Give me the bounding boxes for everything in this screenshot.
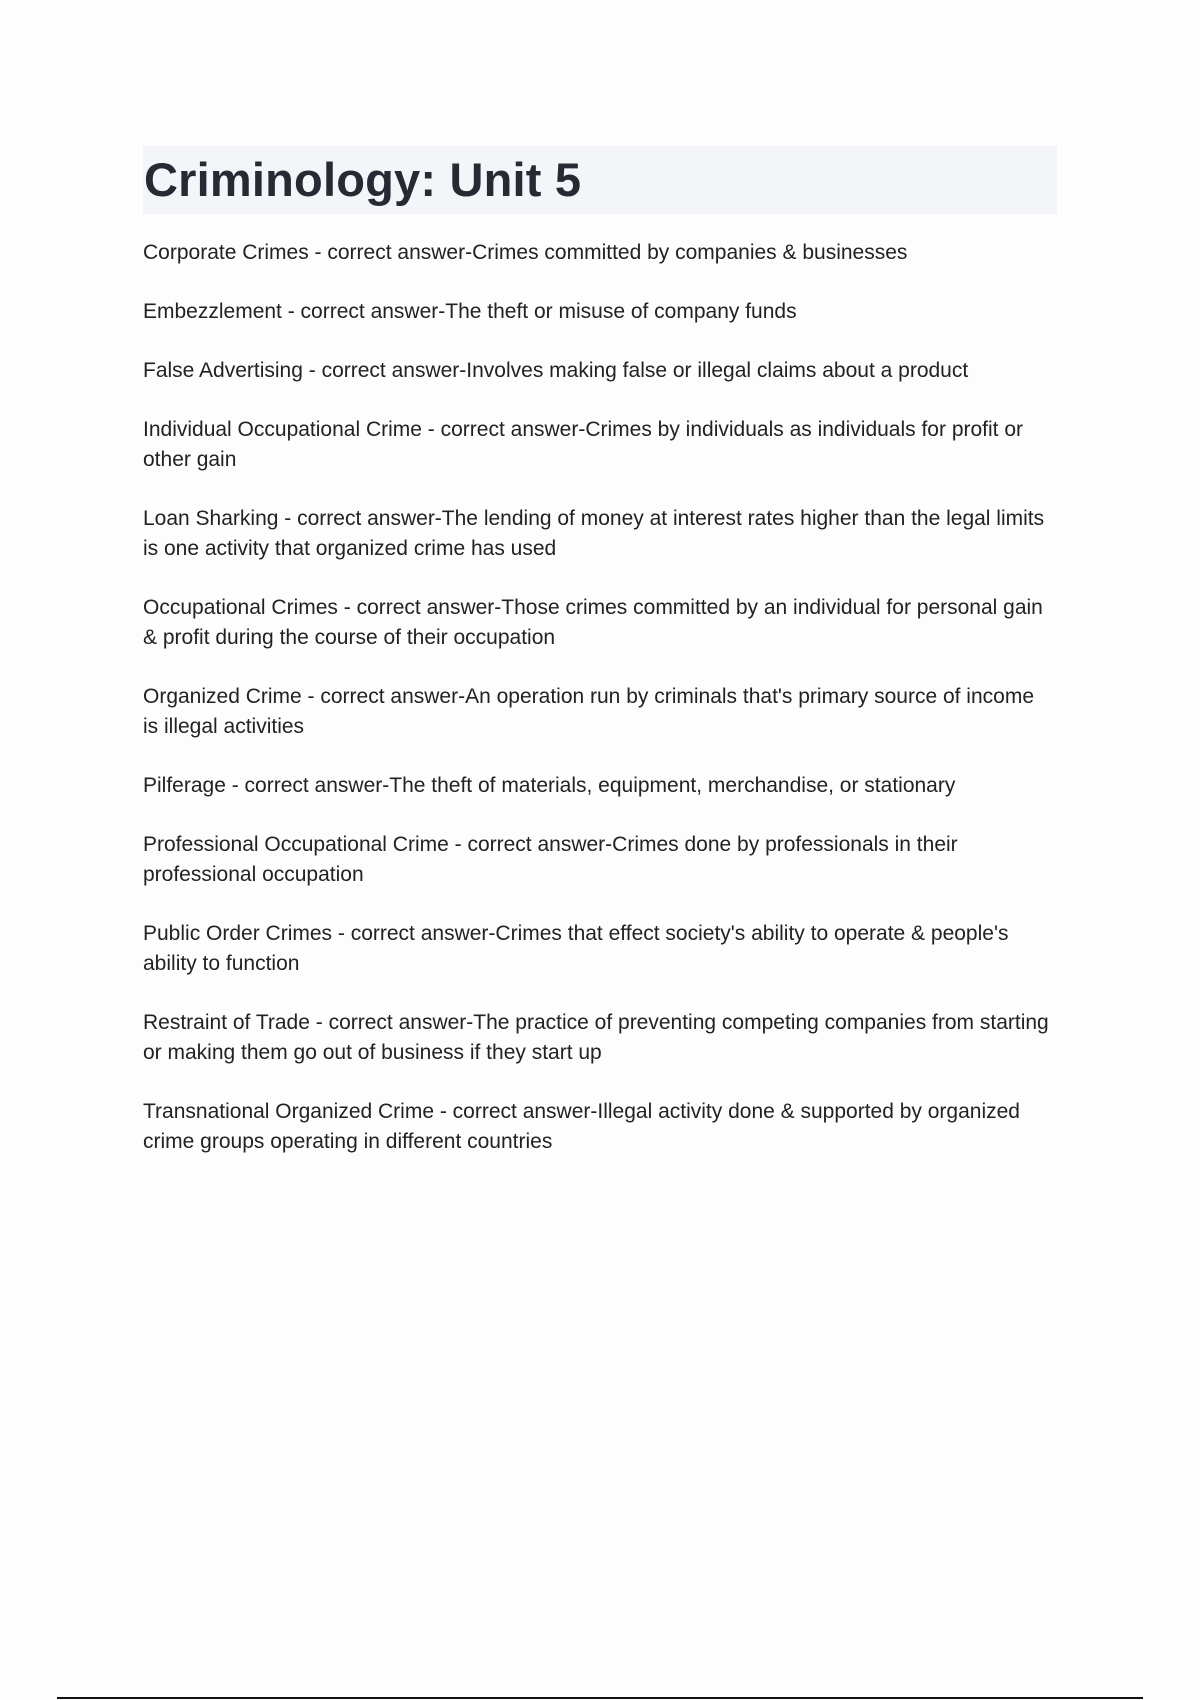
page-title: Criminology: Unit 5 [144, 153, 582, 206]
list-item: Occupational Crimes - correct answer-Those crimes committed by an individual for personal gain & profit during the course of their occupation [143, 596, 1043, 649]
list-item: False Advertising - correct answer-Involves making false or illegal claims about a product [143, 359, 969, 382]
list-item: Individual Occupational Crime - correct answer-Crimes by individuals as individuals for profit or other gain [143, 418, 1024, 471]
list-item: Pilferage - correct answer-The theft of materials, equipment, merchandise, or stationary [143, 774, 956, 797]
list-item: Transnational Organized Crime - correct answer-Illegal activity done & supported by organized crime groups operating in different countries [143, 1100, 1020, 1153]
entry-list [143, 238, 1053, 1186]
list-item: Restraint of Trade - correct answer-The practice of preventing competing companies from starting or making them go out of business if they start up [143, 1011, 1049, 1064]
list-item: Corporate Crimes - correct answer-Crimes committed by companies & businesses [143, 241, 908, 264]
list-item: Professional Occupational Crime - correct answer-Crimes done by professionals in their professional occupation [143, 833, 958, 886]
title-banner [143, 146, 1057, 214]
footer-divider [57, 1697, 1143, 1699]
list-item: Public Order Crimes - correct answer-Crimes that effect society's ability to operate & people's ability to function [143, 922, 1009, 975]
list-item: Embezzlement - correct answer-The theft or misuse of company funds [143, 300, 797, 323]
list-item: Organized Crime - correct answer-An operation run by criminals that's primary source of income is illegal activities [143, 685, 1035, 738]
list-item: Loan Sharking - correct answer-The lending of money at interest rates higher than the legal limits is one activity that organized crime has used [143, 507, 1045, 560]
